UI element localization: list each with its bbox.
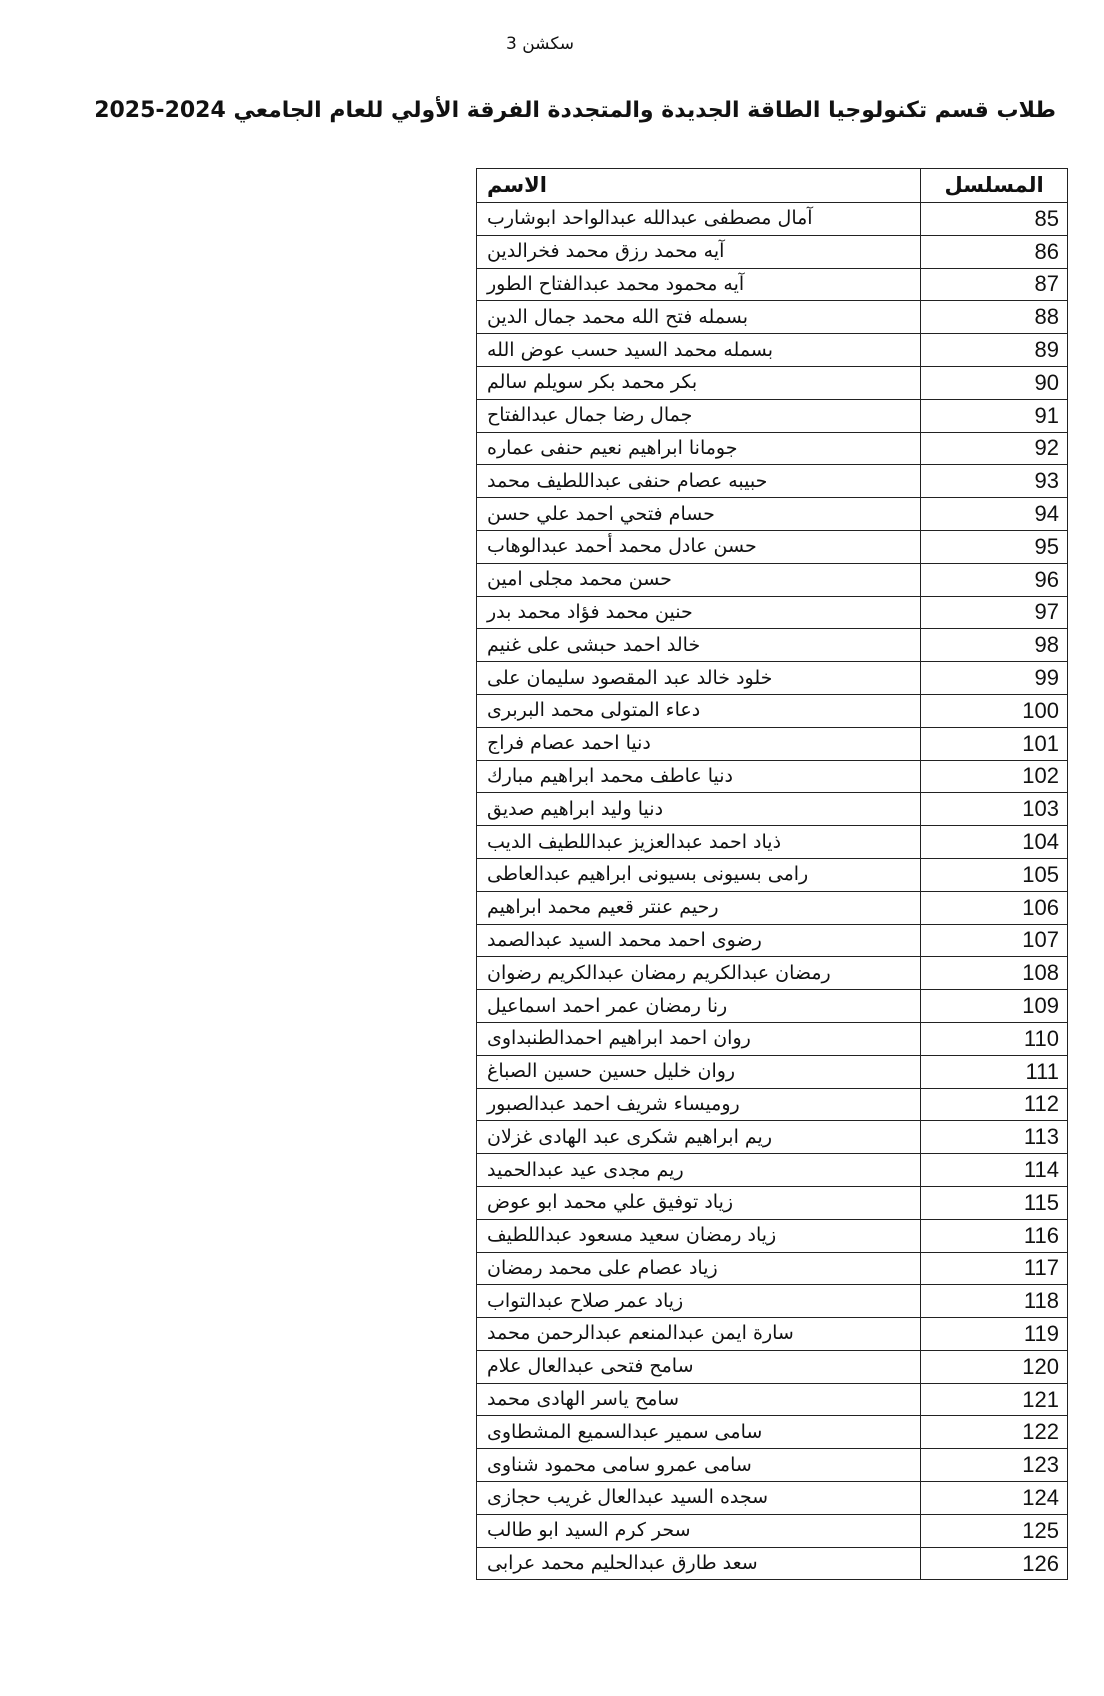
student-name-cell: سجده السيد عبدالعال غريب حجازى: [477, 1482, 921, 1515]
table-row: [477, 1186, 1068, 1219]
student-name-cell: آيه محمد رزق محمد فخرالدين: [477, 235, 921, 268]
table-row: [477, 366, 1068, 399]
serial-cell: 95: [921, 530, 1068, 563]
serial-cell: 121: [921, 1383, 1068, 1416]
student-name-cell: روميساء شريف احمد عبدالصبور: [477, 1088, 921, 1121]
table-row: [477, 694, 1068, 727]
student-name-cell: ذياد احمد عبدالعزيز عبداللطيف الديب: [477, 826, 921, 859]
student-name-cell: رنا رمضان عمر احمد اسماعيل: [477, 990, 921, 1023]
student-name-cell: سامى عمرو سامى محمود شناوى: [477, 1449, 921, 1482]
serial-cell: 93: [921, 465, 1068, 498]
serial-cell: 94: [921, 498, 1068, 531]
student-name-cell: حنين محمد فؤاد محمد بدر: [477, 596, 921, 629]
table-row: [477, 530, 1068, 563]
student-name-cell: حسام فتحي احمد علي حسن: [477, 498, 921, 531]
student-name-cell: رحيم عنتر قعيم محمد ابراهيم: [477, 891, 921, 924]
serial-cell: 125: [921, 1514, 1068, 1547]
serial-cell: 123: [921, 1449, 1068, 1482]
serial-cell: 97: [921, 596, 1068, 629]
table-row: [477, 1514, 1068, 1547]
table-row: [477, 465, 1068, 498]
section-label: سكشن 3: [506, 34, 574, 54]
table-row: [477, 268, 1068, 301]
table-header-row: [477, 169, 1068, 203]
serial-cell: 124: [921, 1482, 1068, 1515]
table-row: [477, 1350, 1068, 1383]
serial-cell: 90: [921, 366, 1068, 399]
serial-cell: 106: [921, 891, 1068, 924]
serial-cell: 108: [921, 957, 1068, 990]
table-row: [477, 1252, 1068, 1285]
table-row: [477, 203, 1068, 236]
serial-cell: 98: [921, 629, 1068, 662]
table-row: [477, 432, 1068, 465]
student-name-cell: رمضان عبدالكريم رمضان عبدالكريم رضوان: [477, 957, 921, 990]
student-name-cell: دنيا احمد عصام فراج: [477, 727, 921, 760]
student-name-cell: حسن عادل محمد أحمد عبدالوهاب: [477, 530, 921, 563]
student-name-cell: سارة ايمن عبدالمنعم عبدالرحمن محمد: [477, 1318, 921, 1351]
student-table: [476, 168, 1068, 1580]
serial-cell: 101: [921, 727, 1068, 760]
page-title: طلاب قسم تكنولوجيا الطاقة الجديدة والمتجددة الفرقة الأولي للعام الجامعي 2024-2025: [94, 98, 1056, 123]
student-name-cell: سحر كرم السيد ابو طالب: [477, 1514, 921, 1547]
table-row: [477, 891, 1068, 924]
serial-cell: 113: [921, 1121, 1068, 1154]
table-row: [477, 1383, 1068, 1416]
serial-cell: 119: [921, 1318, 1068, 1351]
student-name-cell: سعد طارق عبدالحليم محمد عرابى: [477, 1547, 921, 1580]
student-name-cell: سامى سمير عبدالسميع المشطاوى: [477, 1416, 921, 1449]
table-row: [477, 1154, 1068, 1187]
student-name-cell: زياد عمر صلاح عبدالتواب: [477, 1285, 921, 1318]
serial-cell: 116: [921, 1219, 1068, 1252]
student-name-cell: جمال رضا جمال عبدالفتاح: [477, 399, 921, 432]
serial-cell: 110: [921, 1022, 1068, 1055]
table-row: [477, 498, 1068, 531]
student-name-cell: آيه محمود محمد عبدالفتاح الطور: [477, 268, 921, 301]
serial-cell: 100: [921, 694, 1068, 727]
student-name-cell: دنيا عاطف محمد ابراهيم مبارك: [477, 760, 921, 793]
serial-cell: 126: [921, 1547, 1068, 1580]
table-row: [477, 990, 1068, 1023]
table-row: [477, 563, 1068, 596]
serial-cell: 91: [921, 399, 1068, 432]
student-name-cell: سامح ياسر الهادى محمد: [477, 1383, 921, 1416]
serial-cell: 111: [921, 1055, 1068, 1088]
table-row: [477, 1449, 1068, 1482]
serial-cell: 122: [921, 1416, 1068, 1449]
table-row: [477, 957, 1068, 990]
student-name-cell: دعاء المتولى محمد البربرى: [477, 694, 921, 727]
student-name-cell: رامى بسيونى بسيونى ابراهيم عبدالعاطى: [477, 858, 921, 891]
serial-cell: 109: [921, 990, 1068, 1023]
table-row: [477, 399, 1068, 432]
serial-cell: 102: [921, 760, 1068, 793]
table-row: [477, 826, 1068, 859]
table-row: [477, 760, 1068, 793]
student-name-cell: حسن محمد مجلى امين: [477, 563, 921, 596]
table-row: [477, 1547, 1068, 1580]
student-name-cell: خلود خالد عبد المقصود سليمان على: [477, 662, 921, 695]
table-row: [477, 334, 1068, 367]
student-name-cell: بسمله فتح الله محمد جمال الدين: [477, 301, 921, 334]
student-name-cell: جومانا ابراهيم نعيم حنفى عماره: [477, 432, 921, 465]
serial-cell: 117: [921, 1252, 1068, 1285]
table-row: [477, 1285, 1068, 1318]
serial-cell: 103: [921, 793, 1068, 826]
student-name-cell: سامح فتحى عبدالعال علام: [477, 1350, 921, 1383]
serial-cell: 105: [921, 858, 1068, 891]
table-row: [477, 596, 1068, 629]
table-header: [477, 169, 1068, 203]
table-row: [477, 1022, 1068, 1055]
student-name-cell: خالد احمد حبشى على غنيم: [477, 629, 921, 662]
table-row: [477, 1416, 1068, 1449]
student-name-cell: دنيا وليد ابراهيم صديق: [477, 793, 921, 826]
table-row: [477, 1219, 1068, 1252]
serial-cell: 88: [921, 301, 1068, 334]
table-row: [477, 924, 1068, 957]
student-name-cell: زياد توفيق علي محمد ابو عوض: [477, 1186, 921, 1219]
serial-cell: 96: [921, 563, 1068, 596]
table-row: [477, 235, 1068, 268]
serial-cell: 87: [921, 268, 1068, 301]
student-name-cell: ريم ابراهيم شكرى عبد الهادى غزلان: [477, 1121, 921, 1154]
serial-cell: 86: [921, 235, 1068, 268]
table-row: [477, 727, 1068, 760]
student-name-cell: حبيبه عصام حنفى عبداللطيف محمد: [477, 465, 921, 498]
serial-cell: 120: [921, 1350, 1068, 1383]
table-row: [477, 858, 1068, 891]
student-name-cell: آمال مصطفى عبدالله عبدالواحد ابوشارب: [477, 203, 921, 236]
serial-cell: 104: [921, 826, 1068, 859]
student-name-cell: روان خليل حسين حسين الصباغ: [477, 1055, 921, 1088]
serial-cell: 92: [921, 432, 1068, 465]
table-row: [477, 662, 1068, 695]
table-row: [477, 1088, 1068, 1121]
serial-cell: 99: [921, 662, 1068, 695]
table-row: [477, 629, 1068, 662]
serial-cell: 115: [921, 1186, 1068, 1219]
table-row: [477, 1318, 1068, 1351]
student-name-cell: بكر محمد بكر سويلم سالم: [477, 366, 921, 399]
serial-cell: 114: [921, 1154, 1068, 1187]
serial-cell: 107: [921, 924, 1068, 957]
student-name-cell: بسمله محمد السيد حسب عوض الله: [477, 334, 921, 367]
table-row: [477, 1055, 1068, 1088]
student-name-cell: روان احمد ابراهيم احمدالطنبداوى: [477, 1022, 921, 1055]
serial-cell: 112: [921, 1088, 1068, 1121]
name-column-header: الاسم: [477, 169, 921, 203]
table-row: [477, 793, 1068, 826]
table-row: [477, 1121, 1068, 1154]
serial-column-header: المسلسل: [921, 169, 1068, 203]
student-name-cell: زياد عصام على محمد رمضان: [477, 1252, 921, 1285]
student-name-cell: ريم مجدى عيد عبدالحميد: [477, 1154, 921, 1187]
table-row: [477, 1482, 1068, 1515]
serial-cell: 89: [921, 334, 1068, 367]
table-body: [477, 203, 1068, 1580]
serial-cell: 118: [921, 1285, 1068, 1318]
serial-cell: 85: [921, 203, 1068, 236]
student-name-cell: رضوى احمد محمد السيد عبدالصمد: [477, 924, 921, 957]
student-name-cell: زياد رمضان سعيد مسعود عبداللطيف: [477, 1219, 921, 1252]
table-row: [477, 301, 1068, 334]
